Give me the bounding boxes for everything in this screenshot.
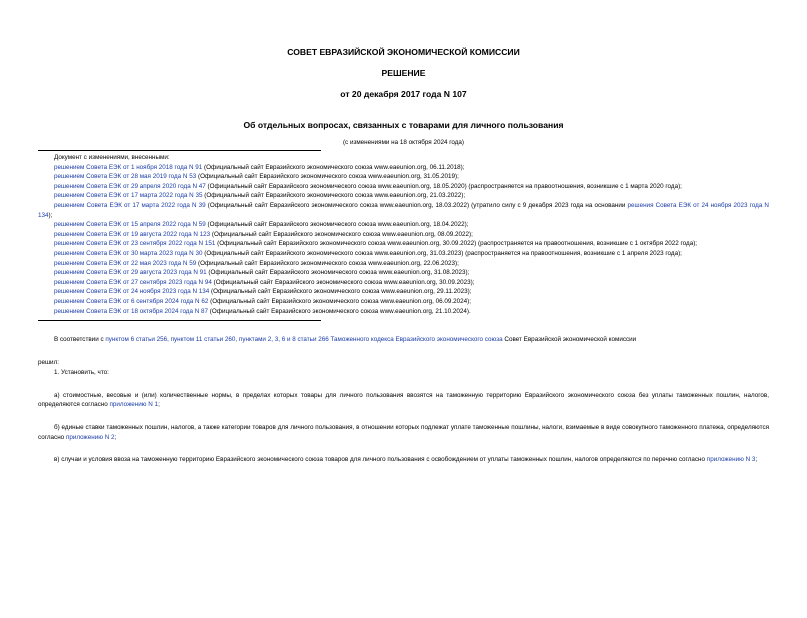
- annex-3-link[interactable]: приложению N 3: [706, 456, 756, 464]
- amendment-link[interactable]: решением Совета ЕЭК от 28 мая 2019 года N 53: [54, 173, 197, 181]
- amendment-item: решением Совета ЕЭК от 6 сентября 2024 года N 62 (Официальный сайт Евразийского экономического союза www.eaeunion.org, 06.09.2024);: [54, 297, 472, 305]
- amendment-item: решением Совета ЕЭК от 29 августа 2023 года N 91 (Официальный сайт Евразийского экономического союза www.eaeunion.org, 31.08.2023);: [54, 269, 470, 277]
- clause-1v: в) случаи и условия ввоза на таможенную территорию Евразийского экономического союза товаров для личного пользования с освобождением от уплаты таможенных пошлин, налогов определяются по перечню согласно приложению N 3;: [54, 456, 758, 464]
- divider-bottom: [38, 320, 321, 321]
- amendment-link[interactable]: решением Совета ЕЭК от 22 мая 2023 года N 59: [54, 259, 197, 267]
- document-type: РЕШЕНИЕ: [381, 68, 426, 78]
- amendment-link[interactable]: решением Совета ЕЭК от 24 ноября 2023 года N 134: [54, 288, 210, 296]
- amendment-link[interactable]: решением Совета ЕЭК от 17 марта 2022 года N 39: [54, 201, 206, 209]
- amendment-item: решением Совета ЕЭК от 22 мая 2023 года N 59 (Официальный сайт Евразийского экономического союза www.eaeunion.org, 22.06.2023);: [54, 259, 459, 267]
- amendment-item: решением Совета ЕЭК от 15 апреля 2022 года N 59 (Официальный сайт Евразийского экономического союза www.eaeunion.org, 18.04.2022);: [54, 221, 469, 229]
- amendment-link[interactable]: решением Совета ЕЭК от 1 ноября 2018 года N 91: [54, 163, 203, 171]
- amendment-link[interactable]: решением Совета ЕЭК от 6 сентября 2024 года N 62: [54, 297, 209, 305]
- amendment-item: решением Совета ЕЭК от 23 сентября 2022 года N 151 (Официальный сайт Евразийского экономического союза www.eaeunion.org, 30.09.2022) (распространяется на правоотношения, возникшие с 1 октября 2022 года);: [54, 240, 698, 248]
- preamble: В соответствии с пунктом 6 статьи 256, пунктом 11 статьи 260, пунктами 2, 3, 6 и 8 статьи 266 Таможенного кодекса Евразийского экономического союза Совет Евразийской экономической комиссии: [54, 336, 637, 344]
- amendment-link[interactable]: решением Совета ЕЭК от 15 апреля 2022 года N 59: [54, 221, 206, 229]
- repeal-basis-link[interactable]: решения Совета ЕЭК от 24 ноября 2023 года N 134: [38, 201, 769, 219]
- clause-1a: а) стоимостные, весовые и (или) количественные нормы, в пределах которых товары для личного пользования ввозятся на таможенную территорию Евразийского экономического союза без уплаты таможенных пошлин, налогов, определяются согласно приложению N 1;: [38, 391, 769, 409]
- amendment-item: решением Совета ЕЭК от 19 августа 2022 года N 123 (Официальный сайт Евразийского экономического союза www.eaeunion.org, 08.09.2022);: [54, 230, 473, 238]
- annex-2-link[interactable]: приложению N 2: [65, 433, 115, 441]
- amendment-item: решением Совета ЕЭК от 24 ноября 2023 года N 134 (Официальный сайт Евразийского экономического союза www.eaeunion.org, 29.11.2023);: [54, 288, 472, 296]
- amendment-link[interactable]: решением Совета ЕЭК от 19 августа 2022 года N 123: [54, 230, 211, 238]
- amendment-link[interactable]: решением Совета ЕЭК от 29 августа 2023 года N 91: [54, 269, 207, 277]
- amendments-intro: Документ с изменениями, внесенными:: [54, 154, 170, 161]
- document-date-number: от 20 декабря 2017 года N 107: [340, 89, 467, 99]
- amendment-link[interactable]: решением Совета ЕЭК от 27 сентября 2023 года N 94: [54, 278, 212, 286]
- amendment-item: решением Совета ЕЭК от 28 мая 2019 года N 53 (Официальный сайт Евразийского экономического союза www.eaeunion.org, 31.05.2019);: [54, 173, 459, 181]
- clause-1: 1. Установить, что:: [54, 369, 109, 377]
- divider-top: [38, 150, 321, 151]
- amendment-link[interactable]: решением Совета ЕЭК от 30 марта 2023 года N 30: [54, 249, 203, 257]
- amendment-link[interactable]: решением Совета ЕЭК от 17 марта 2022 года N 35: [54, 192, 203, 200]
- issuing-body: СОВЕТ ЕВРАЗИЙСКОЙ ЭКОНОМИЧЕСКОЙ КОМИССИИ: [287, 47, 520, 57]
- amendment-item: решением Совета ЕЭК от 29 апреля 2020 года N 47 (Официальный сайт Евразийского экономического союза www.eaeunion.org, 18.05.2020) (распространяется на правоотношения, возникшие с 1 марта 2020 года);: [54, 182, 682, 190]
- decision-body: [38, 335, 769, 465]
- annex-1-link[interactable]: приложению N 1: [109, 401, 159, 409]
- amendment-link[interactable]: решением Совета ЕЭК от 23 сентября 2022 года N 151: [54, 240, 216, 248]
- amendment-item: решением Совета ЕЭК от 1 ноября 2018 года N 91 (Официальный сайт Евразийского экономического союза www.eaeunion.org, 06.11.2018);: [54, 163, 465, 171]
- clause-1b: б) единые ставки таможенных пошлин, налогов, а также категории товаров для личного пользования, в отношении которых подлежат уплате таможенные пошлины, налоги, взимаемые в виде совокупного таможенного платежа, определяются согласно приложению N 2;: [38, 424, 769, 441]
- amendment-item: решением Совета ЕЭК от 30 марта 2023 года N 30 (Официальный сайт Евразийского экономического союза www.eaeunion.org, 31.03.2023) (распространяется на правоотношения, возникшие с 1 апреля 2023 года);: [54, 249, 682, 257]
- document-page: [0, 47, 807, 618]
- resolved-label: решил:: [38, 358, 59, 366]
- amendment-item: решением Совета ЕЭК от 18 октября 2024 года N 87 (Официальный сайт Евразийского экономического союза www.eaeunion.org, 21.10.2024).: [54, 307, 471, 315]
- amendments-list: [38, 153, 769, 316]
- amendment-link[interactable]: решением Совета ЕЭК от 29 апреля 2020 года N 47: [54, 182, 206, 190]
- amendment-link[interactable]: решением Совета ЕЭК от 18 октября 2024 года N 87: [54, 307, 209, 315]
- amendment-item: решением Совета ЕЭК от 17 марта 2022 года N 35 (Официальный сайт Евразийского экономического союза www.eaeunion.org, 21.03.2022);: [54, 192, 466, 200]
- revision-note: (с изменениями на 18 октября 2024 года): [342, 139, 465, 146]
- customs-code-link[interactable]: пунктом 6 статьи 256, пунктом 11 статьи 260, пунктами 2, 3, 6 и 8 статьи 266 Таможенного кодекса Евразийского экономического союза: [105, 336, 503, 344]
- amendment-item: решением Совета ЕЭК от 27 сентября 2023 года N 94 (Официальный сайт Евразийского экономического союза www.eaeunion.org, 30.09.2023);: [54, 278, 475, 286]
- amendment-item: решением Совета ЕЭК от 17 марта 2022 года N 39 (Официальный сайт Евразийского экономического союза www.eaeunion.org, 18.03.2022) (утратило силу с 9 декабря 2023 года на основании решения Совета ЕЭК от 24 ноября 2023 года N 134);: [38, 201, 769, 219]
- document-title: Об отдельных вопросах, связанных с товарами для личного пользования: [243, 120, 564, 130]
